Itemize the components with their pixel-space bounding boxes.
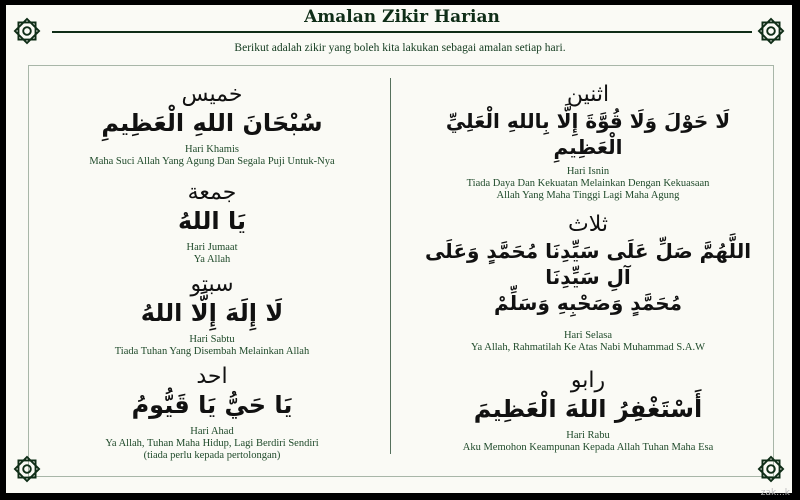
day-name: Hari Khamis (185, 144, 239, 155)
day-name: Hari Sabtu (189, 334, 235, 345)
day-arabic: احد (196, 364, 228, 389)
meaning: Ya Allah, Rahmatilah Ke Atas Nabi Muhammad S.A.W (471, 342, 705, 353)
entry-sabtu (42, 272, 382, 358)
day-arabic: اثنين (566, 82, 610, 107)
entry-selasa (418, 212, 758, 354)
meaning: Tiada Tuhan Yang Disembah Melainkan Allah (114, 346, 310, 357)
page-title: Amalan Zikir Harian (304, 7, 500, 27)
entry-jumaat (42, 180, 382, 266)
meaning: Allah Yang Maha Tinggi Lagi Maha Agung (496, 190, 680, 201)
day-name: Hari Ahad (190, 426, 234, 437)
entry-rabu (418, 368, 758, 454)
meaning-note: (tiada perlu kepada pertolongan) (143, 450, 281, 461)
day-name: Hari Jumaat (186, 242, 238, 253)
zikir-arabic: اللَّهُمَّ صَلِّ عَلَى سَيِّدِنَا مُحَمَّدٍ وَعَلَى آلِ سَيِّدِنَا (424, 239, 752, 289)
day-arabic: جمعة (187, 180, 237, 205)
entry-isnin (418, 82, 758, 202)
title-bar (52, 5, 752, 33)
day-name: Hari Rabu (566, 430, 610, 441)
entry-khamis (42, 82, 382, 168)
zikir-arabic: لَا حَوْلَ وَلَا قُوَّةَ إِلَّا بِاللهِ الْعَلِيِّ الْعَظِيمِ (445, 109, 731, 159)
meaning: Ya Allah, Tuhan Maha Hidup, Lagi Berdiri Sendiri (105, 438, 319, 449)
entry-ahad (42, 364, 382, 462)
corner-ornament-icon (8, 12, 46, 50)
zikir-arabic: سُبْحَانَ اللهِ الْعَظِيمِ (101, 109, 323, 137)
watermark: zak...k (760, 488, 790, 498)
zikir-arabic: لَا إِلَهَ إِلَّا اللهُ (140, 299, 284, 327)
day-name: Hari Selasa (563, 330, 613, 341)
day-name: Hari Isnin (566, 166, 610, 177)
corner-ornament-icon (752, 450, 790, 488)
corner-ornament-icon (752, 12, 790, 50)
meaning: Maha Suci Allah Yang Agung Dan Segala Puji Untuk-Nya (89, 156, 335, 167)
corner-ornament-icon (8, 450, 46, 488)
zikir-arabic: مُحَمَّدٍ وَصَحْبِهِ وَسَلِّمْ (493, 291, 683, 315)
meaning: Tiada Daya Dan Kekuatan Melainkan Dengan Kekuasaan (466, 178, 710, 189)
page-subtitle: Berikut adalah zikir yang boleh kita lakukan sebagai amalan setiap hari. (234, 42, 566, 54)
zikir-arabic: يَا حَيُّ يَا قَيُّومُ (131, 391, 293, 419)
zikir-arabic: أَسْتَغْفِرُ اللهَ الْعَظِيمَ (473, 395, 703, 423)
meaning: Ya Allah (193, 254, 231, 265)
day-arabic: خميس (181, 82, 243, 107)
zikir-arabic: يَا اللهُ (178, 207, 246, 235)
meaning: Aku Memohon Keampunan Kepada Allah Tuhan Maha Esa (462, 442, 714, 453)
title-underline (52, 31, 752, 33)
day-arabic: ثلاث (568, 212, 608, 237)
column-divider (390, 78, 391, 454)
day-arabic: رابو (570, 368, 606, 393)
day-arabic: سبتو (190, 272, 234, 297)
